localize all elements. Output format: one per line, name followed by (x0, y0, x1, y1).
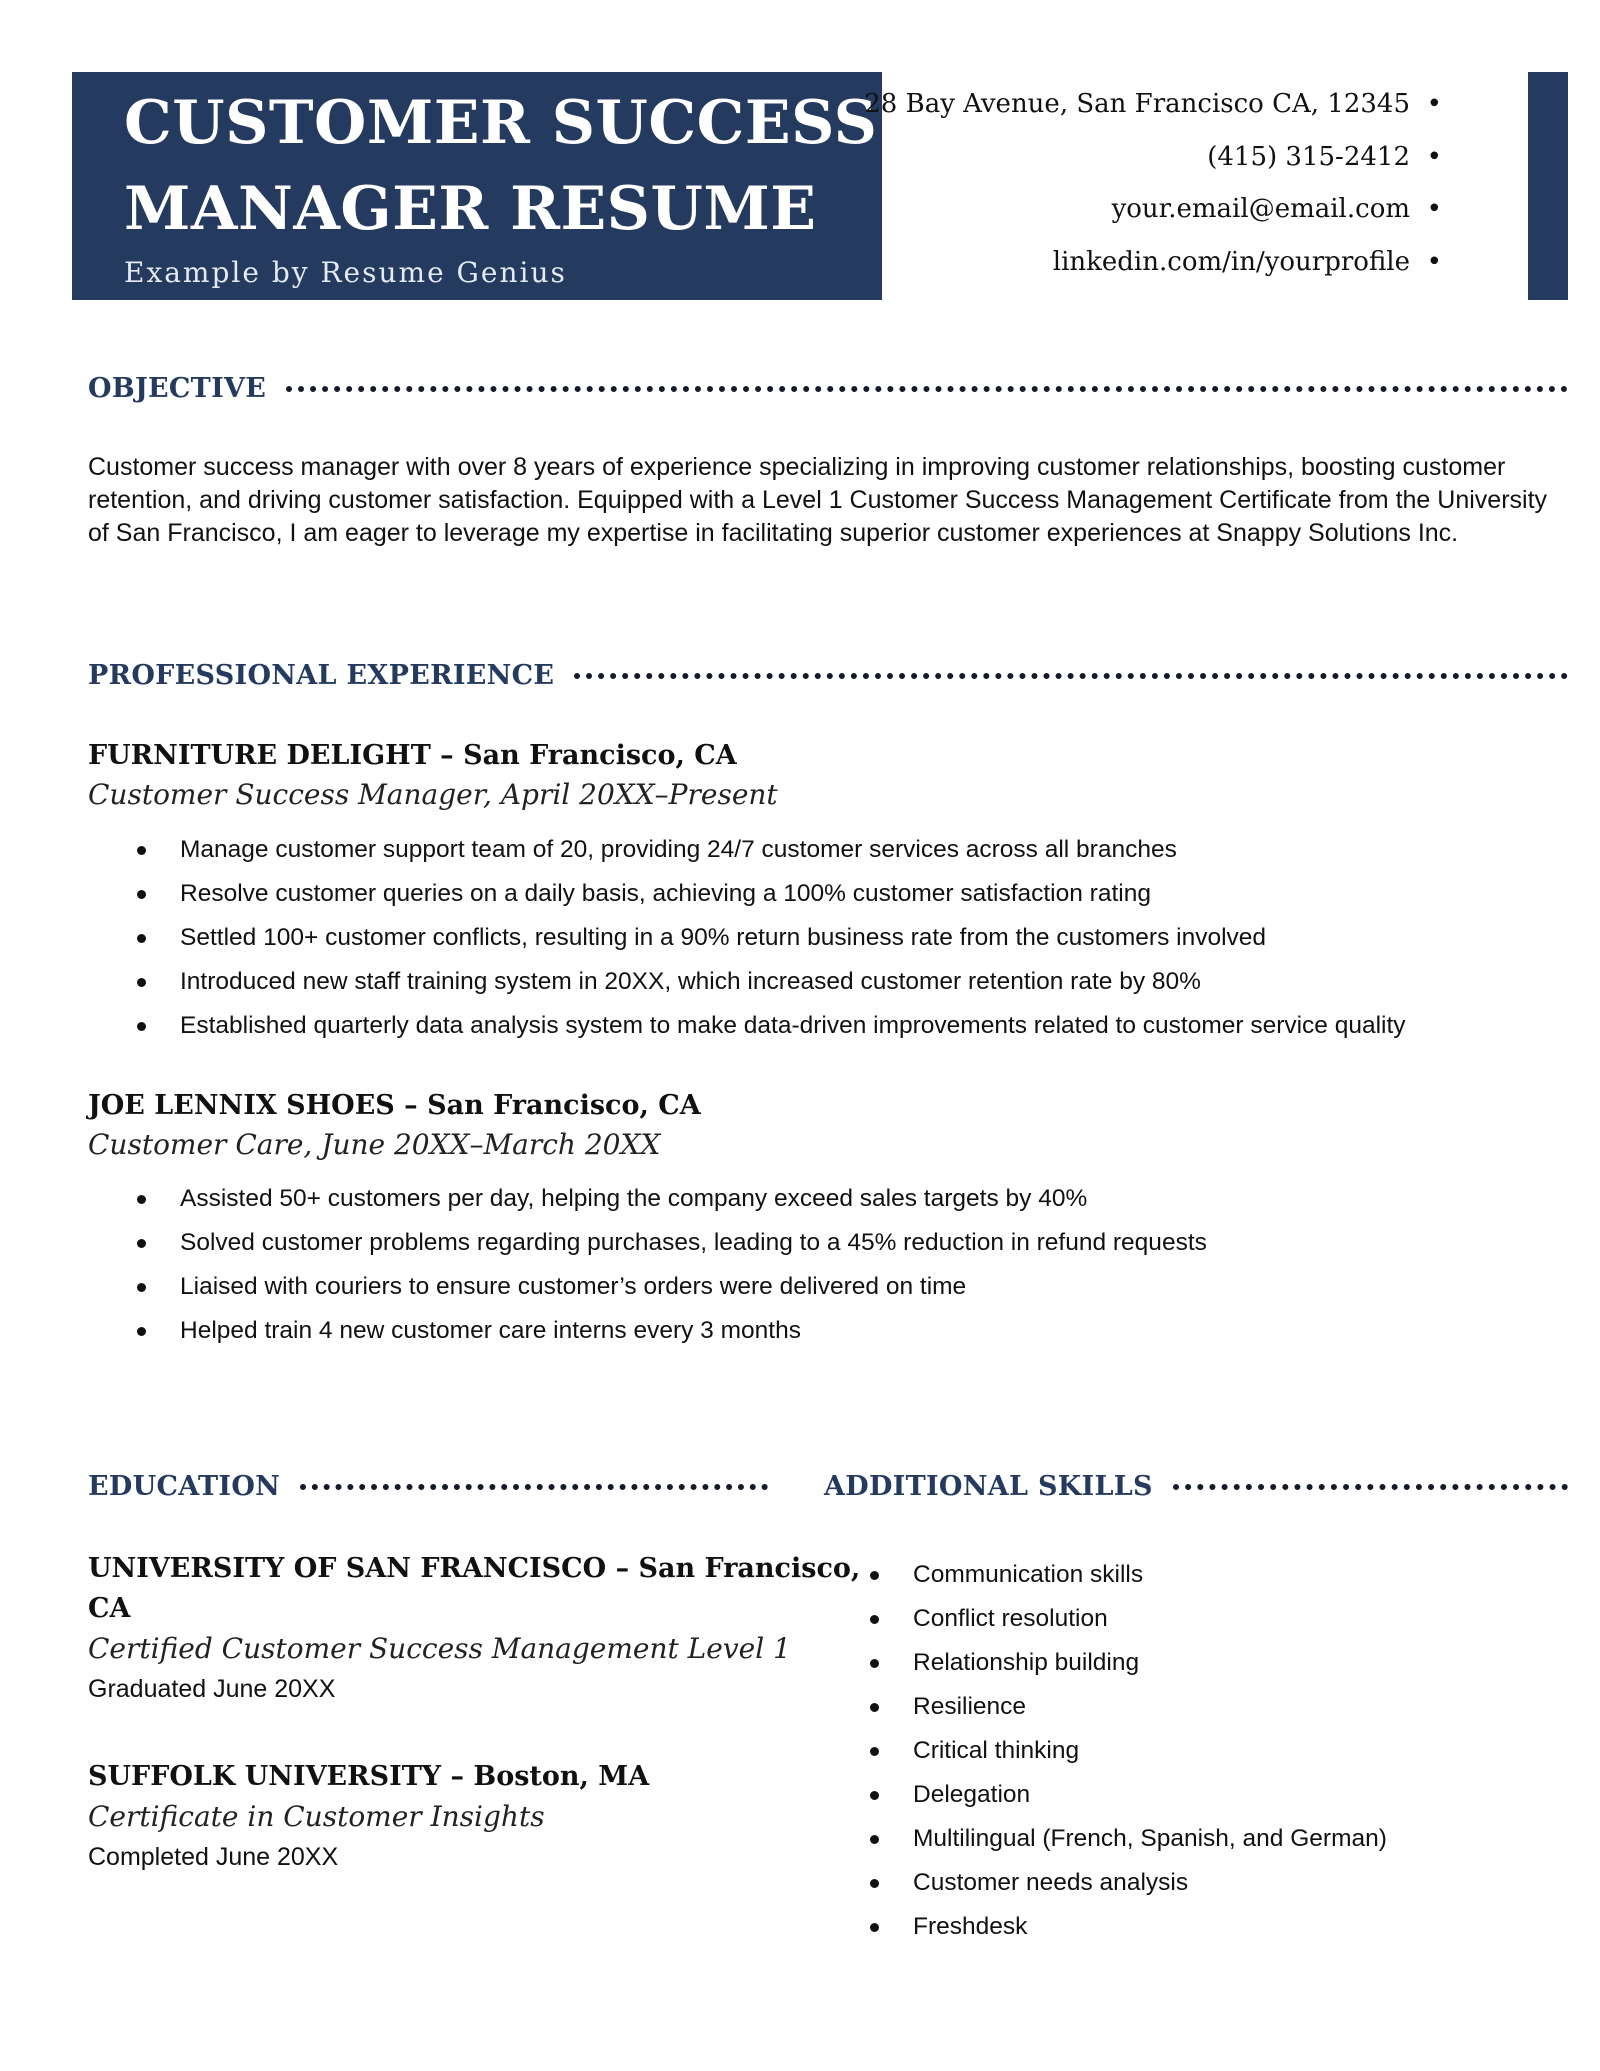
bullet-icon (137, 846, 146, 855)
contact-linkedin[interactable]: linkedin.com/in/yourprofile (1052, 246, 1410, 277)
experience-section-header (88, 660, 1568, 691)
list-item (870, 1729, 1387, 1773)
skills-section-header (824, 1471, 1568, 1502)
experience-heading: PROFESSIONAL EXPERIENCE (88, 660, 555, 691)
list-item (137, 960, 1406, 1004)
school-name: UNIVERSITY OF SAN FRANCISCO – San Francisco, (88, 1553, 861, 1584)
school-name-cont: CA (88, 1593, 131, 1624)
contact-info (864, 78, 1442, 288)
school-date: Graduated June 20XX (88, 1675, 336, 1703)
list-item (870, 1817, 1387, 1861)
dotted-divider (286, 386, 1568, 392)
skill-text: Communication skills (913, 1561, 1144, 1588)
job-employer: JOE LENNIX SHOES – San Francisco, CA (88, 1090, 701, 1121)
bullet-icon: • (1426, 194, 1442, 224)
list-item-text: Helped train 4 new customer care interns every 3 months (180, 1317, 801, 1344)
page-title-line-2: MANAGER RESUME (124, 174, 817, 244)
bullet-icon (870, 1659, 879, 1668)
objective-section-header (88, 373, 1568, 404)
bullet-icon (870, 1703, 879, 1712)
list-item (137, 872, 1406, 916)
bullet-icon (137, 1239, 146, 1248)
bullet-icon (870, 1571, 879, 1580)
list-item-text: Settled 100+ customer conflicts, resulting in a 90% return business rate from the customers involved (180, 924, 1267, 951)
list-item (137, 828, 1406, 872)
list-item (870, 1861, 1387, 1905)
bullet-icon: • (1426, 89, 1442, 119)
contact-phone: (415) 315-2412 (1207, 141, 1410, 172)
skill-text: Relationship building (913, 1649, 1140, 1676)
bullet-icon (137, 934, 146, 943)
school-date: Completed June 20XX (88, 1843, 339, 1871)
list-item (870, 1905, 1387, 1949)
list-item-text: Established quarterly data analysis system to make data-driven improvements related to customer service quality (180, 1012, 1406, 1039)
bullet-icon (870, 1923, 879, 1932)
list-item (137, 1177, 1207, 1221)
job-bullet-list (137, 1177, 1207, 1353)
bullet-icon (870, 1615, 879, 1624)
list-item (137, 1004, 1406, 1048)
contact-linkedin-row (864, 236, 1442, 289)
dotted-divider (574, 673, 1568, 679)
bullet-icon (870, 1791, 879, 1800)
dotted-divider (300, 1484, 768, 1490)
skill-text: Customer needs analysis (913, 1869, 1189, 1896)
list-item (137, 1265, 1207, 1309)
bullet-icon: • (1426, 246, 1442, 277)
education-heading: EDUCATION (88, 1471, 281, 1502)
list-item (870, 1773, 1387, 1817)
list-item (870, 1641, 1387, 1685)
list-item (137, 1221, 1207, 1265)
list-item (870, 1685, 1387, 1729)
list-item (870, 1597, 1387, 1641)
objective-heading: OBJECTIVE (88, 373, 267, 404)
job-role: Customer Care, June 20XX–March 20XX (88, 1128, 661, 1161)
contact-email[interactable]: your.email@email.com (1111, 194, 1410, 224)
bullet-icon (137, 1327, 146, 1336)
page-title-line-1: CUSTOMER SUCCESS (124, 88, 878, 158)
bullet-icon (137, 978, 146, 987)
skill-text: Critical thinking (913, 1737, 1080, 1764)
bullet-icon (870, 1879, 879, 1888)
list-item-text: Liaised with couriers to ensure customer’s orders were delivered on time (180, 1273, 967, 1300)
objective-text: Customer success manager with over 8 years of experience specializing in improving customer relationships, boosting customer retention, and driving customer satisfaction. Equipped with a Level 1 Customer Success Management Certificate from the University of San Francisco, I am eager to leverage my expertise in facilitating superior customer experiences at Snappy Solutions Inc. (88, 453, 1548, 547)
bullet-icon (137, 1283, 146, 1292)
bullet-icon (137, 1195, 146, 1204)
list-item-text: Resolve customer queries on a daily basis, achieving a 100% customer satisfaction rating (180, 880, 1151, 907)
school-name: SUFFOLK UNIVERSITY – Boston, MA (88, 1761, 650, 1792)
education-section-header (88, 1471, 768, 1502)
skill-text: Multilingual (French, Spanish, and German) (913, 1825, 1387, 1852)
dotted-divider (1173, 1484, 1568, 1490)
list-item (870, 1553, 1387, 1597)
skill-text: Delegation (913, 1781, 1031, 1808)
bullet-icon (137, 890, 146, 899)
contact-address-row (864, 78, 1442, 131)
school-credential: Certified Customer Success Management Level 1 (88, 1632, 791, 1665)
job-bullet-list (137, 828, 1406, 1048)
bullet-icon (870, 1747, 879, 1756)
school-credential: Certificate in Customer Insights (88, 1800, 545, 1833)
skill-text: Conflict resolution (913, 1605, 1108, 1632)
page-subtitle: Example by Resume Genius (124, 256, 567, 289)
job-role: Customer Success Manager, April 20XX–Present (88, 778, 778, 811)
title-block (72, 72, 882, 300)
bullet-icon: • (1426, 141, 1442, 172)
skill-text: Freshdesk (913, 1913, 1028, 1940)
job-employer: FURNITURE DELIGHT – San Francisco, CA (88, 740, 737, 771)
skill-text: Resilience (913, 1693, 1027, 1720)
skills-list (870, 1553, 1387, 1949)
bullet-icon (870, 1835, 879, 1844)
list-item (137, 916, 1406, 960)
contact-email-row (864, 183, 1442, 236)
list-item-text: Introduced new staff training system in 20XX, which increased customer retention rate by 80% (180, 968, 1201, 995)
side-accent-bar (1528, 72, 1568, 300)
bullet-icon (137, 1022, 146, 1031)
skills-heading: ADDITIONAL SKILLS (824, 1471, 1153, 1502)
list-item-text: Solved customer problems regarding purchases, leading to a 45% reduction in refund requests (180, 1229, 1207, 1256)
list-item-text: Manage customer support team of 20, providing 24/7 customer services across all branches (180, 836, 1177, 863)
contact-address: 28 Bay Avenue, San Francisco CA, 12345 (864, 89, 1410, 119)
list-item (137, 1309, 1207, 1353)
list-item-text: Assisted 50+ customers per day, helping the company exceed sales targets by 40% (180, 1185, 1088, 1212)
contact-phone-row (864, 131, 1442, 184)
